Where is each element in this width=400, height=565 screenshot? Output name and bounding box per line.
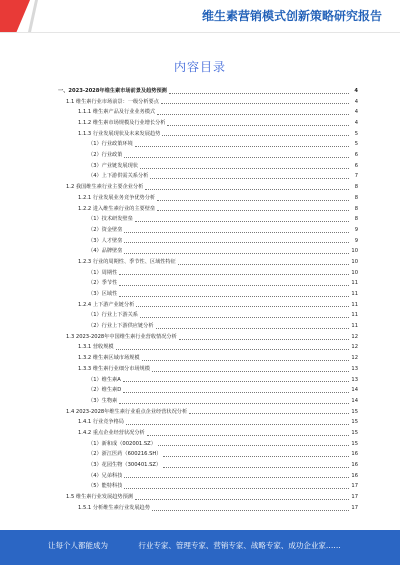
table-of-contents <box>58 86 358 514</box>
footer-slogan-lead: 让每个人都能成为 <box>48 541 108 550</box>
toc-leader-dots <box>163 456 349 457</box>
toc-entry-text: （1）技术研发壁垒 <box>88 216 133 223</box>
toc-entry-page: 13 <box>351 376 358 383</box>
toc-entry[interactable] <box>58 278 358 289</box>
toc-entry-text: （5）能特科技 <box>88 483 123 490</box>
toc-entry[interactable] <box>58 375 358 386</box>
toc-leader-dots <box>152 371 349 372</box>
toc-entry-page: 15 <box>351 429 358 436</box>
toc-leader-dots <box>119 403 349 404</box>
toc-entry-page: 8 <box>354 205 358 212</box>
toc-entry-text: 1.1 维生素行业市场前景：一级分析要点 <box>66 98 159 105</box>
header-red-accent <box>0 0 30 32</box>
toc-entry[interactable] <box>58 193 358 204</box>
toc-entry-text: （1）行业政策环境 <box>88 141 133 148</box>
toc-entry-text: 1.2.4 上下游产业链分析 <box>78 301 135 308</box>
toc-leader-dots <box>124 253 349 254</box>
toc-leader-dots <box>162 135 349 136</box>
toc-entry-page: 4 <box>354 109 358 116</box>
toc-entry[interactable] <box>58 289 358 300</box>
toc-leader-dots <box>163 467 349 468</box>
toc-entry-page: 16 <box>351 472 358 479</box>
toc-leader-dots <box>179 339 349 340</box>
toc-entry-page: 12 <box>351 344 358 351</box>
toc-entry[interactable] <box>58 481 358 492</box>
page-footer <box>0 530 400 565</box>
toc-entry-page: 8 <box>354 194 358 201</box>
toc-entry[interactable] <box>58 107 358 118</box>
toc-entry-page: 9 <box>354 226 358 233</box>
report-title: 维生素营销模式创新策略研究报告 <box>201 9 382 23</box>
toc-entry[interactable] <box>58 439 358 450</box>
toc-entry[interactable] <box>58 407 358 418</box>
toc-entry[interactable] <box>58 257 358 268</box>
toc-entry-text: 1.3.1 营收规模 <box>78 344 114 351</box>
toc-entry-text: 1.1.1 维生素产品及行业业务模式 <box>78 109 156 116</box>
toc-leader-dots <box>119 285 349 286</box>
toc-leader-dots <box>116 349 349 350</box>
toc-entry-text: （2）行业上下游供应链分析 <box>88 323 154 330</box>
toc-entry[interactable] <box>58 161 358 172</box>
toc-entry-page: 11 <box>351 280 358 287</box>
toc-entry-text: （2）资金壁垒 <box>88 226 123 233</box>
toc-leader-dots <box>124 157 349 158</box>
toc-leader-dots <box>158 445 349 446</box>
toc-entry[interactable] <box>58 300 358 311</box>
toc-entry[interactable] <box>58 268 358 279</box>
toc-entry[interactable] <box>58 204 358 215</box>
toc-entry-page: 10 <box>351 258 358 265</box>
toc-leader-dots <box>147 435 349 436</box>
toc-entry-text: （2）季节性 <box>88 280 118 287</box>
toc-entry[interactable] <box>58 492 358 503</box>
toc-entry-text: 1.2 我国维生素行业主要企业分析 <box>66 184 144 191</box>
toc-leader-dots <box>140 168 349 169</box>
toc-entry-page: 14 <box>351 397 358 404</box>
toc-entry-page: 5 <box>354 141 358 148</box>
toc-entry-page: 15 <box>351 419 358 426</box>
toc-entry-text: 1.2.2 进入维生素行业的主要壁垒 <box>78 205 156 212</box>
toc-entry-text: 1.1.3 行业发展现状及未来发展趋势 <box>78 130 161 137</box>
toc-entry[interactable] <box>58 86 358 97</box>
toc-entry-text: 1.1.2 维生素市场规模及行业增长分析 <box>78 120 166 127</box>
toc-entry-text: （3）人才壁垒 <box>88 237 123 244</box>
toc-leader-dots <box>169 93 349 94</box>
toc-entry-page: 17 <box>351 504 358 511</box>
toc-entry-page: 11 <box>351 301 358 308</box>
header-grey-accent <box>28 0 38 32</box>
toc-entry[interactable] <box>58 428 358 439</box>
toc-entry[interactable] <box>58 460 358 471</box>
toc-entry-page: 15 <box>351 440 358 447</box>
toc-entry-text: （4）上下游供需关系分析 <box>88 173 149 180</box>
toc-entry-page: 12 <box>351 333 358 340</box>
toc-leader-dots <box>157 114 349 115</box>
toc-entry-text: （3）产业链发展现状 <box>88 162 138 169</box>
toc-entry-text: （2）维生素D <box>88 387 122 394</box>
toc-entry-text: （3）区域性 <box>88 291 118 298</box>
toc-leader-dots <box>123 392 349 393</box>
toc-entry[interactable] <box>58 321 358 332</box>
toc-entry-page: 13 <box>351 365 358 372</box>
toc-entry-text: 一、2023-2028年维生素市场前景及趋势预测 <box>58 87 167 94</box>
toc-leader-dots <box>136 306 349 307</box>
toc-entry[interactable] <box>58 139 358 150</box>
toc-leader-dots <box>142 360 349 361</box>
toc-entry-text: 1.3.2 维生素区域市场规模 <box>78 355 140 362</box>
toc-entry[interactable] <box>58 246 358 257</box>
toc-leader-dots <box>124 232 349 233</box>
toc-entry-page: 7 <box>354 173 358 180</box>
toc-entry[interactable] <box>58 353 358 364</box>
toc-entry-page: 9 <box>354 237 358 244</box>
toc-entry-text: 1.4.2 重点企业经营状况分析 <box>78 429 145 436</box>
toc-entry-text: （4）兄弟科技 <box>88 472 123 479</box>
toc-leader-dots <box>145 189 349 190</box>
toc-leader-dots <box>161 103 349 104</box>
header-divider <box>0 32 400 33</box>
footer-slogan <box>48 540 341 551</box>
toc-entry-page: 11 <box>351 323 358 330</box>
toc-entry-page: 4 <box>354 120 358 127</box>
toc-leader-dots <box>123 381 349 382</box>
toc-entry-text: （3）花园生物（300401.SZ） <box>88 462 162 469</box>
page-header <box>0 0 400 32</box>
toc-entry-page: 17 <box>351 494 358 501</box>
toc-leader-dots <box>140 317 349 318</box>
toc-entry[interactable] <box>58 332 358 343</box>
toc-entry[interactable] <box>58 396 358 407</box>
toc-leader-dots <box>135 221 349 222</box>
toc-entry-page: 8 <box>354 184 358 191</box>
toc-entry[interactable] <box>58 449 358 460</box>
toc-leader-dots <box>152 510 349 511</box>
toc-entry-text: 1.5 维生素行业发展趋势预测 <box>66 494 133 501</box>
toc-entry-page: 16 <box>351 462 358 469</box>
toc-leader-dots <box>178 264 349 265</box>
toc-entry-page: 4 <box>354 87 358 94</box>
toc-entry[interactable] <box>58 172 358 183</box>
footer-slogan-tail: 行业专家、管理专家、营销专家、战略专家、成功企业家…… <box>138 541 341 550</box>
toc-leader-dots <box>119 296 349 297</box>
toc-leader-dots <box>124 477 349 478</box>
toc-entry-page: 5 <box>354 130 358 137</box>
toc-leader-dots <box>124 242 349 243</box>
toc-entry-text: （2）浙江医药（600216.SH） <box>88 451 162 458</box>
toc-entry[interactable] <box>58 225 358 236</box>
toc-entry[interactable] <box>58 343 358 354</box>
toc-entry-text: 1.4 2023-2028年维生素行业重点企业经营状况分析 <box>66 408 188 415</box>
toc-entry[interactable] <box>58 214 358 225</box>
toc-leader-dots <box>189 413 349 414</box>
toc-entry-text: （2）行业政策 <box>88 152 123 159</box>
toc-entry[interactable] <box>58 118 358 129</box>
toc-entry-page: 6 <box>354 162 358 169</box>
toc-entry-page: 8 <box>354 216 358 223</box>
toc-entry[interactable] <box>58 97 358 108</box>
toc-entry-text: 1.3 2023-2028年中国维生素行业营收情况分析 <box>66 333 177 340</box>
toc-entry-text: （1）行业上下游关系 <box>88 312 138 319</box>
toc-entry-text: 1.2.1 行业发展业务竞争优势分析 <box>78 194 156 201</box>
toc-leader-dots <box>157 210 349 211</box>
toc-leader-dots <box>124 488 349 489</box>
toc-entry-text: （1）新和成（002001.SZ） <box>88 440 156 447</box>
toc-leader-dots <box>119 274 349 275</box>
toc-leader-dots <box>135 146 349 147</box>
toc-entry[interactable] <box>58 471 358 482</box>
toc-leader-dots <box>135 499 349 500</box>
toc-entry[interactable] <box>58 385 358 396</box>
toc-entry-text: 1.2.3 行业的周期性、季节性、区域性特征 <box>78 258 176 265</box>
toc-entry[interactable] <box>58 310 358 321</box>
toc-entry-page: 11 <box>351 312 358 319</box>
toc-entry-text: （3）生物素 <box>88 397 118 404</box>
toc-entry-text: 1.4.1 行业竞争格局 <box>78 419 124 426</box>
toc-entry-page: 10 <box>351 248 358 255</box>
toc-entry-text: （1）维生素A <box>88 376 121 383</box>
toc-leader-dots <box>157 200 349 201</box>
toc-entry[interactable] <box>58 503 358 514</box>
toc-entry-text: 1.5.1 分析维生素行业发展趋势 <box>78 504 150 511</box>
toc-leader-dots <box>156 328 349 329</box>
toc-entry-page: 14 <box>351 387 358 394</box>
toc-entry-page: 15 <box>351 408 358 415</box>
toc-entry-page: 10 <box>351 269 358 276</box>
toc-leader-dots <box>150 178 349 179</box>
toc-entry[interactable] <box>58 236 358 247</box>
toc-entry-page: 17 <box>351 483 358 490</box>
toc-entry-page: 11 <box>351 291 358 298</box>
toc-entry-text: 1.3.3 维生素行业细分市场规模 <box>78 365 150 372</box>
toc-entry-text: （4）品牌壁垒 <box>88 248 123 255</box>
toc-entry[interactable] <box>58 129 358 140</box>
toc-entry-page: 16 <box>351 451 358 458</box>
toc-entry-page: 4 <box>354 98 358 105</box>
toc-entry-text: （1）周期性 <box>88 269 118 276</box>
toc-title: 内容目录 <box>173 60 226 74</box>
toc-entry[interactable] <box>58 364 358 375</box>
toc-leader-dots <box>167 125 349 126</box>
toc-entry[interactable] <box>58 417 358 428</box>
toc-entry[interactable] <box>58 150 358 161</box>
toc-entry-page: 12 <box>351 355 358 362</box>
toc-leader-dots <box>126 424 349 425</box>
toc-entry-page: 6 <box>354 152 358 159</box>
toc-entry[interactable] <box>58 182 358 193</box>
